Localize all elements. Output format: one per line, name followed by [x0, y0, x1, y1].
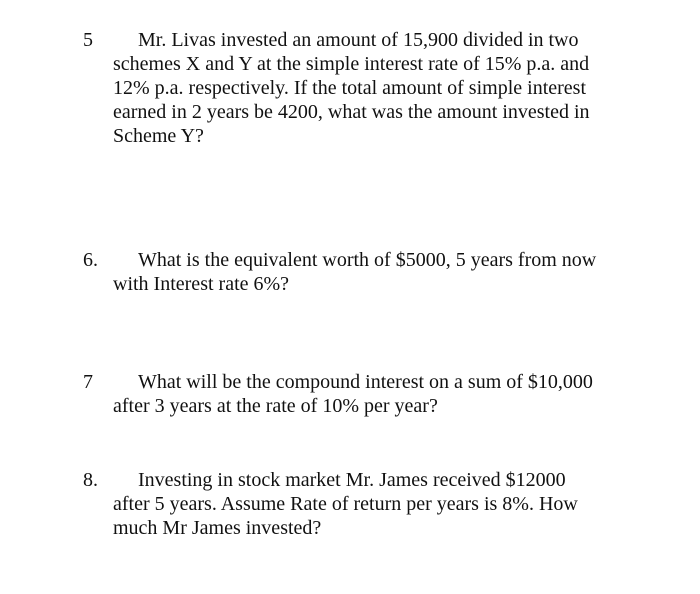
question-line: What will be the compound interest on a sum of $10,000: [138, 371, 593, 393]
question-number: 7: [83, 371, 93, 393]
question-text: [113, 248, 633, 296]
question-number: 5: [83, 29, 93, 51]
question-number: 6.: [83, 249, 98, 271]
question-line: much Mr James invested?: [113, 517, 322, 539]
question-line: Mr. Livas invested an amount of 15,900 divided in two: [138, 29, 579, 51]
question-number: 8.: [83, 469, 98, 491]
question-text: [113, 468, 633, 540]
question-line: What is the equivalent worth of $5000, 5 years from now: [138, 249, 597, 271]
question-line: schemes X and Y at the simple interest rate of 15% p.a. and: [113, 53, 590, 75]
question-line: Scheme Y?: [113, 125, 204, 147]
question-line: 12% p.a. respectively. If the total amount of simple interest: [113, 77, 587, 99]
question-line: Investing in stock market Mr. James received $12000: [138, 469, 566, 491]
question-line: after 5 years. Assume Rate of return per years is 8%. How: [113, 493, 578, 515]
question-text: [113, 370, 633, 418]
question-line: after 3 years at the rate of 10% per year?: [113, 395, 438, 417]
question-line: earned in 2 years be 4200, what was the amount invested in: [113, 101, 590, 123]
question-line: with Interest rate 6%?: [113, 273, 290, 295]
question-text: [113, 28, 633, 148]
